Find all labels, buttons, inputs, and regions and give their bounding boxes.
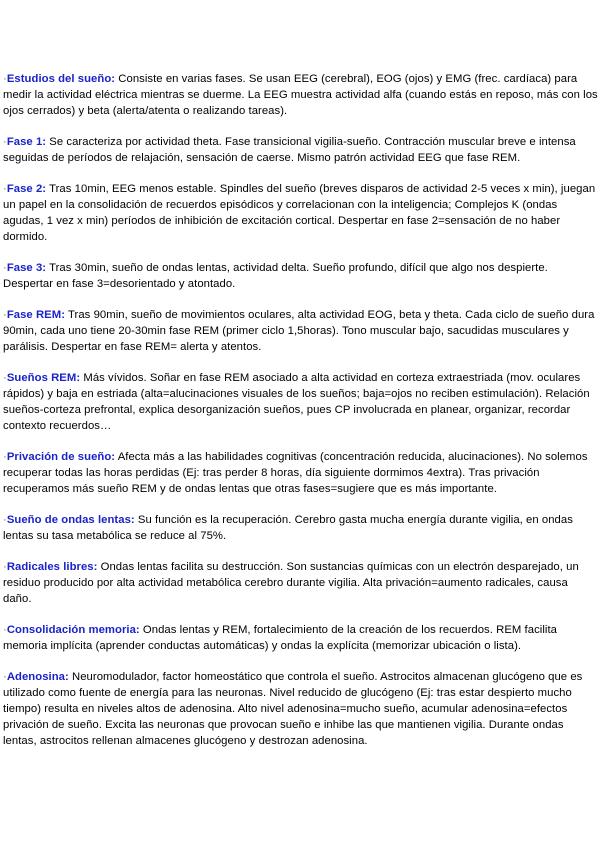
entry-text: Tras 90min, sueño de movimientos oculares, alta actividad EOG, beta y theta. Cada ciclo de sueño dura 90min, cada uno tiene 20-30min fase REM (primer ciclo 1,5horas). Tono muscular bajo, sacudidas musculares y parálisis. Despertar en fase REM= alerta y atentos. — [3, 309, 595, 353]
entry-term: Sueños REM: — [6, 372, 81, 384]
entry-suenos-rem — [3, 370, 599, 434]
entry-term: Radicales libres: — [6, 561, 98, 573]
entry-text: Afecta más a las habilidades cognitivas (concentración reducida, alucinaciones). No solemos recuperar todas las horas perdidas (Ej: tras perder 8 horas, día siguiente dormimos 4extra). Tras privación recuperamos más sueño REM y de ondas lentas que otras fases=sugiere que es más importante. — [3, 451, 588, 495]
bullet-marker: · — [3, 262, 7, 274]
document-page — [3, 71, 599, 764]
entry-term: Estudios del sueño: — [6, 73, 116, 85]
bullet-marker: · — [3, 624, 7, 636]
entry-term: Consolidación memoria: — [6, 624, 140, 636]
entry-term: Fase 1: — [6, 136, 47, 148]
entry-adenosina — [3, 669, 599, 749]
bullet-marker: · — [3, 514, 7, 526]
entry-text: Ondas lentas facilita su destrucción. Son sustancias químicas con un electrón desparejado, un residuo producido por alta actividad metabólica cerebro durante vigilia. Alta privación=aumento radicales, causa daño. — [3, 561, 579, 605]
entry-term: Fase 3: — [6, 262, 47, 274]
bullet-marker: · — [3, 671, 7, 683]
entry-fase-1 — [3, 134, 599, 166]
entry-fase-2 — [3, 181, 599, 245]
entry-fase-rem — [3, 307, 599, 355]
bullet-marker: · — [3, 561, 7, 573]
entry-text: Consiste en varias fases. Se usan EEG (cerebral), EOG (ojos) y EMG (frec. cardíaca) para medir la actividad eléctrica mientras se duerme. La EEG muestra actividad alfa (cuando estás en reposo, más con los ojos cerrados) y beta (alerta/atenta o realizando tareas). — [3, 73, 598, 117]
entry-text: Tras 10min, EEG menos estable. Spindles del sueño (breves disparos de actividad 2-5 veces x min), juegan un papel en la consolidación de recuerdos episódicos y correlacionan con la inteligencia; Complejos K (ondas agudas, 1 vez x min) períodos de inhibición de excitación cortical. Despertar en fase 2=sensación de no haber dormido. — [3, 183, 596, 243]
entry-text: Se caracteriza por actividad theta. Fase transicional vigilia-sueño. Contracción muscular breve e intensa seguidas de períodos de relajación, sensación de caerse. Mismo patrón actividad EEG que fase REM. — [3, 136, 576, 164]
entry-fase-3 — [3, 260, 599, 292]
bullet-marker: · — [3, 451, 7, 463]
bullet-marker: · — [3, 136, 7, 148]
entry-text: Más vívidos. Soñar en fase REM asociado a alta actividad en corteza extraestriada (mov. oculares rápidos) y baja en estriada (alta=alucinaciones visuales de los sueños; baja=ojos no reciben estimulación). Relación sueños-corteza prefrontal, explica desorganización sueños, pues CP involucrada en planear, organizar, recordar contexto recuerdos… — [3, 372, 590, 432]
bullet-marker: · — [3, 73, 7, 85]
entry-text: Tras 30min, sueño de ondas lentas, actividad delta. Sueño profundo, difícil que algo nos despierte. Despertar en fase 3=desorientado y atontado. — [3, 262, 548, 290]
entry-sueno-ondas-lentas — [3, 512, 599, 544]
entry-term: Privación de sueño: — [6, 451, 116, 463]
entry-term: Adenosina: — [6, 671, 69, 683]
bullet-marker: · — [3, 372, 7, 384]
bullet-marker: · — [3, 309, 7, 321]
entry-consolidacion-memoria — [3, 622, 599, 654]
entry-text: Neuromodulador, factor homeostático que controla el sueño. Astrocitos almacenan glucógeno que es utilizado como fuente de energía para las neuronas. Nivel reducido de glucógeno (Ej: tras estar despierto mucho tiempo) resulta en niveles altos de adenosina. Alto nivel adenosina=mucho sueño, acumular adenosina=efectos privación de sueño. Excita las neuronas que provocan sueño e inhibe las que mantienen vigilia. Durante ondas lentas, astrocitos rellenan almacenes glucógeno y destrozan adenosina. — [3, 671, 583, 747]
entry-estudios-del-sueno — [3, 71, 599, 119]
entry-term: Fase 2: — [6, 183, 47, 195]
entry-term: Sueño de ondas lentas: — [6, 514, 135, 526]
bullet-marker: · — [3, 183, 7, 195]
entry-radicales-libres — [3, 559, 599, 607]
entry-text: Ondas lentas y REM, fortalecimiento de la creación de los recuerdos. REM facilita memoria implícita (aprender conductas automáticas) y ondas la explícita (memorizar ubicación o lista). — [3, 624, 557, 652]
entry-privacion-de-sueno — [3, 449, 599, 497]
entry-text: Su función es la recuperación. Cerebro gasta mucha energía durante vigilia, en ondas lentas su tasa metabólica se reduce al 75%. — [3, 514, 573, 542]
entry-term: Fase REM: — [6, 309, 66, 321]
